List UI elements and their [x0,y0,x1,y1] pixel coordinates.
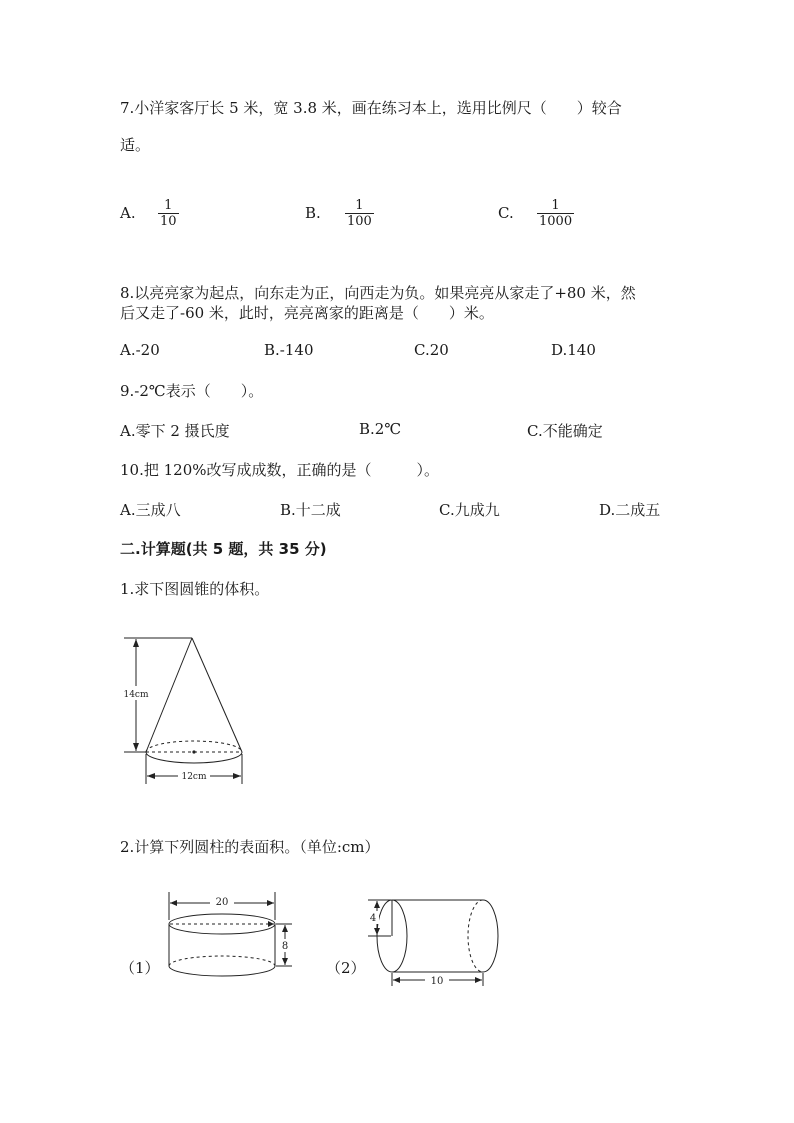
q7-option-c-label: C. [498,204,514,222]
q10-text: 10.把 120%改写成成数，正确的是（ ）。 [120,461,440,479]
q8-line1: 8.以亮亮家为起点，向东走为正，向西走为负。如果亮亮从家走了+80 米，然 [120,284,636,302]
q8-option-d: D.140 [551,341,596,359]
q9-option-a: A.零下 2 摄氏度 [120,422,230,440]
side-height-label: 8 [281,941,289,952]
radius-label: 4 [369,913,377,924]
q7-option-a-numerator: 1 [158,198,179,214]
q9-option-c: C.不能确定 [527,422,603,440]
height-label: 14cm [123,690,149,700]
q7-option-a-denominator: 10 [160,214,177,229]
diameter-arrow-right [233,773,241,779]
q7-option-b-denominator: 100 [347,214,372,229]
length-arrow-left [393,977,400,983]
side-height-arrow-top [282,925,288,932]
q9-text: 9.-2℃表示（ ）。 [120,382,264,400]
q10-option-c: C.九成九 [439,501,500,519]
q10-option-d: D.二成五 [599,501,661,519]
cylinder-figure-1 [160,890,300,980]
radius-arrow-top [374,901,380,908]
cylinder1-bottom-front [169,966,275,976]
problem1-text: 1.求下图圆锥的体积。 [120,580,270,598]
top-width-arrow-right [267,900,274,906]
cylinder1-bottom-back [169,956,275,966]
side-height-arrow-bottom [282,958,288,965]
q8-option-b: B.-140 [264,341,314,359]
q7-line2: 适。 [120,136,151,154]
height-arrow-top [133,639,139,647]
figure1-label: （1） [120,959,160,977]
cone-base-back [146,741,242,752]
length-arrow-right [475,977,482,983]
q7-option-c-numerator: 1 [537,198,574,214]
top-width-arrow-left [170,900,177,906]
diameter-arrow-left [147,773,155,779]
q7-option-c-fraction [537,198,574,229]
q10-option-b: B.十二成 [280,501,341,519]
q10-option-a: A.三成八 [120,501,181,519]
figure2-label: （2） [326,959,366,977]
q7-option-a-fraction [158,198,179,229]
section-heading: 二.计算题(共 5 题，共 35 分) [120,540,327,558]
q7-option-b-fraction [345,198,374,229]
cone-base-front [146,752,242,763]
q7-option-c-denominator: 1000 [539,214,573,229]
problem2-text: 2.计算下列圆柱的表面积。（单位:cm） [120,838,380,856]
cone-base-center [192,750,195,753]
length-label: 10 [430,976,444,987]
q7-option-b-numerator: 1 [345,198,374,214]
cone-right-slant [192,638,242,752]
height-arrow-bottom [133,743,139,751]
q7-option-a-label: A. [120,204,136,222]
q7-line1: 7.小洋家客厅长 5 米，宽 3.8 米，画在练习本上，选用比例尺（ ）较合 [120,99,622,117]
q7-option-b-label: B. [305,204,321,222]
cone-left-slant [146,638,192,752]
cylinder-figure-2 [360,893,510,993]
cylinder2-right-back [468,900,483,972]
radius-arrow-bottom [374,928,380,935]
q8-option-a: A.-20 [120,341,160,359]
cylinder1-diameter-arrow [268,921,274,927]
diameter-label: 12cm [181,772,207,782]
q8-option-c: C.20 [414,341,449,359]
q9-option-b: B.2℃ [359,420,402,438]
cylinder2-right-front [483,900,498,972]
top-width-label: 20 [215,897,229,908]
q8-line2: 后又走了-60 米，此时，亮亮离家的距离是（ ）米。 [120,304,494,322]
cone-figure [118,630,258,790]
